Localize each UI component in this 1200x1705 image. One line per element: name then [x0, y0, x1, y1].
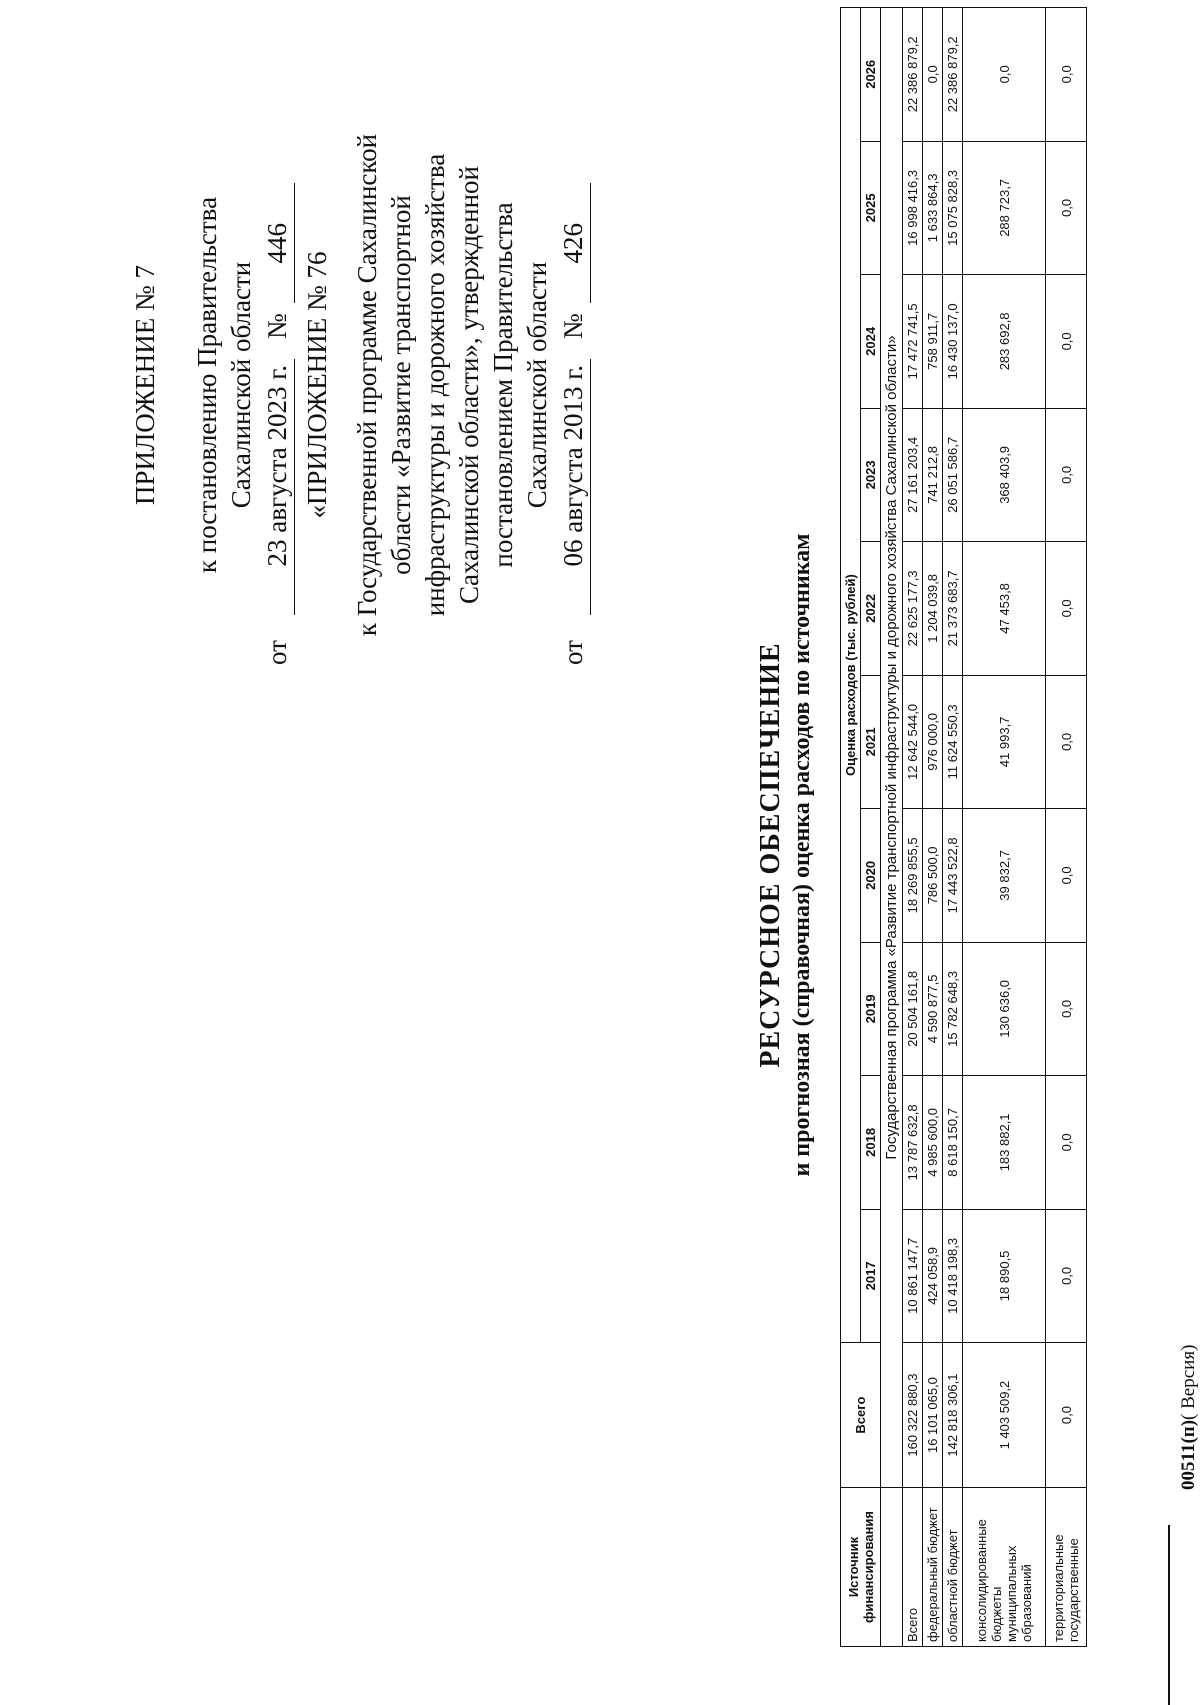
date-prefix: от	[262, 640, 292, 665]
row-value: 4 985 600,0	[923, 1076, 943, 1210]
header-year: 2021	[861, 675, 881, 809]
row-value: 8 618 150,7	[943, 1076, 963, 1210]
document-version: ( Версия)	[1178, 1344, 1199, 1420]
row-value: 22 386 879,2	[903, 8, 923, 142]
program-name: Государственная программа «Развитие транспортной инфраструктуры и дорожного хозяйства Сахалинской области»	[881, 8, 903, 1488]
row-value: 183 882,1	[963, 1076, 1046, 1210]
row-value: 0,0	[1046, 942, 1087, 1076]
row-source: Всего	[903, 1488, 923, 1647]
row-value: 0,0	[1046, 275, 1087, 409]
appendix-line: Сахалинской области	[226, 261, 256, 509]
row-value: 13 787 632,8	[903, 1076, 923, 1210]
row-value: 21 373 683,7	[943, 542, 963, 676]
program-appendix-heading: «ПРИЛОЖЕНИЕ № 76	[302, 251, 332, 519]
table-row	[903, 8, 923, 1647]
program-appendix-line: к Государственной программе Сахалинской	[352, 133, 382, 637]
row-value: 26 051 586,7	[943, 408, 963, 542]
row-value: 1 204 039,8	[923, 542, 943, 676]
header-year: 2024	[861, 275, 881, 409]
program-row-blank	[881, 1488, 903, 1647]
divider	[1168, 1525, 1170, 1705]
row-value: 0,0	[1046, 1209, 1087, 1343]
row-value: 368 403,9	[963, 408, 1046, 542]
header-year: 2018	[861, 1076, 881, 1210]
row-source: территориальные государственные	[1046, 1488, 1087, 1647]
header-year: 2020	[861, 809, 881, 943]
row-value: 22 625 177,3	[903, 542, 923, 676]
program-number: 426	[556, 183, 591, 303]
row-value: 22 386 879,2	[943, 8, 963, 142]
title-sub: и прогнозная (справочная) оценка расходов по источникам	[789, 533, 815, 1177]
table-body	[881, 8, 1087, 1647]
table-row	[1046, 8, 1087, 1647]
program-appendix-line: Сахалинской области	[522, 261, 552, 509]
appendix-header	[128, 105, 295, 665]
row-value: 10 418 198,3	[943, 1209, 963, 1343]
appendix-number: 446	[260, 183, 295, 303]
program-appendix-line: Сахалинской области», утвержденной	[454, 166, 484, 605]
header-year: 2017	[861, 1209, 881, 1343]
program-appendix-line: инфраструктуры и дорожного хозяйства	[420, 153, 450, 617]
date-prefix: от	[558, 640, 588, 665]
row-value: 47 453,8	[963, 542, 1046, 676]
row-value: 283 692,8	[963, 275, 1046, 409]
header-source: Источник финансирования	[841, 1488, 881, 1647]
row-total: 160 322 880,3	[903, 1343, 923, 1488]
table-row	[963, 8, 1046, 1647]
program-appendix-header	[300, 105, 591, 665]
appendix-line: к постановлению Правительства	[192, 196, 222, 574]
row-value: 18 269 855,5	[903, 809, 923, 943]
row-value: 27 161 203,4	[903, 408, 923, 542]
header-year: 2026	[861, 8, 881, 142]
program-date: 06 августа 2013 г.	[556, 359, 591, 615]
header-total: Всего	[841, 1343, 881, 1488]
row-value: 4 590 877,5	[923, 942, 943, 1076]
row-value: 0,0	[923, 8, 943, 142]
row-value: 0,0	[1046, 141, 1087, 275]
row-value: 20 504 161,8	[903, 942, 923, 1076]
row-value: 0,0	[1046, 8, 1087, 142]
appendix-signature-line	[260, 105, 295, 665]
row-total: 0,0	[1046, 1343, 1087, 1488]
row-value: 12 642 544,0	[903, 675, 923, 809]
table-row	[923, 8, 943, 1647]
row-value: 424 058,9	[923, 1209, 943, 1343]
row-source: областной бюджет	[943, 1488, 963, 1647]
row-value: 130 636,0	[963, 942, 1046, 1076]
row-value: 41 993,7	[963, 675, 1046, 809]
header-year: 2019	[861, 942, 881, 1076]
row-value: 0,0	[1046, 675, 1087, 809]
row-value: 16 430 137,0	[943, 275, 963, 409]
row-total: 16 101 065,0	[923, 1343, 943, 1488]
row-value: 0,0	[1046, 809, 1087, 943]
footer-code	[1178, 1345, 1200, 1490]
row-value: 10 861 147,7	[903, 1209, 923, 1343]
program-row	[881, 8, 903, 1647]
header-year: 2025	[861, 141, 881, 275]
row-source: федеральный бюджет	[923, 1488, 943, 1647]
row-value: 39 832,7	[963, 809, 1046, 943]
row-value: 0,0	[1046, 1076, 1087, 1210]
row-total: 142 818 306,1	[943, 1343, 963, 1488]
table-row	[943, 8, 963, 1647]
row-value: 17 443 522,8	[943, 809, 963, 943]
row-value: 15 782 648,3	[943, 942, 963, 1076]
row-value: 18 890,5	[963, 1209, 1046, 1343]
program-signature-line	[556, 105, 591, 665]
row-value: 0,0	[1046, 542, 1087, 676]
appendix-date: 23 августа 2023 г.	[260, 359, 295, 615]
row-value: 17 472 741,5	[903, 275, 923, 409]
header-group: Оценка расходов (тыс. рублей)	[841, 8, 861, 1343]
row-value: 786 500,0	[923, 809, 943, 943]
header-year: 2023	[861, 408, 881, 542]
row-value: 11 624 550,3	[943, 675, 963, 809]
program-appendix-line: постановлением Правительства	[488, 202, 518, 568]
appendix-heading: ПРИЛОЖЕНИЕ № 7	[130, 264, 160, 506]
number-label: №	[558, 313, 588, 339]
program-appendix-line: области «Развитие транспортной	[386, 195, 416, 575]
row-value: 288 723,7	[963, 141, 1046, 275]
resource-table	[840, 7, 1087, 1647]
row-value: 741 212,8	[923, 408, 943, 542]
row-total: 1 403 509,2	[963, 1343, 1046, 1488]
row-source: консолидированные бюджеты муниципальных образований	[963, 1488, 1046, 1647]
number-label: №	[262, 313, 292, 339]
row-value: 0,0	[963, 8, 1046, 142]
title-main: РЕСУРСНОЕ ОБЕСПЕЧЕНИЕ	[755, 642, 786, 1068]
row-value: 758 911,7	[923, 275, 943, 409]
row-value: 0,0	[1046, 408, 1087, 542]
row-value: 15 075 828,3	[943, 141, 963, 275]
document-title	[755, 205, 817, 1505]
header-year: 2022	[861, 542, 881, 676]
row-value: 976 000,0	[923, 675, 943, 809]
row-value: 16 998 416,3	[903, 141, 923, 275]
row-value: 1 633 864,3	[923, 141, 943, 275]
document-code: 00511(п)	[1178, 1419, 1199, 1490]
